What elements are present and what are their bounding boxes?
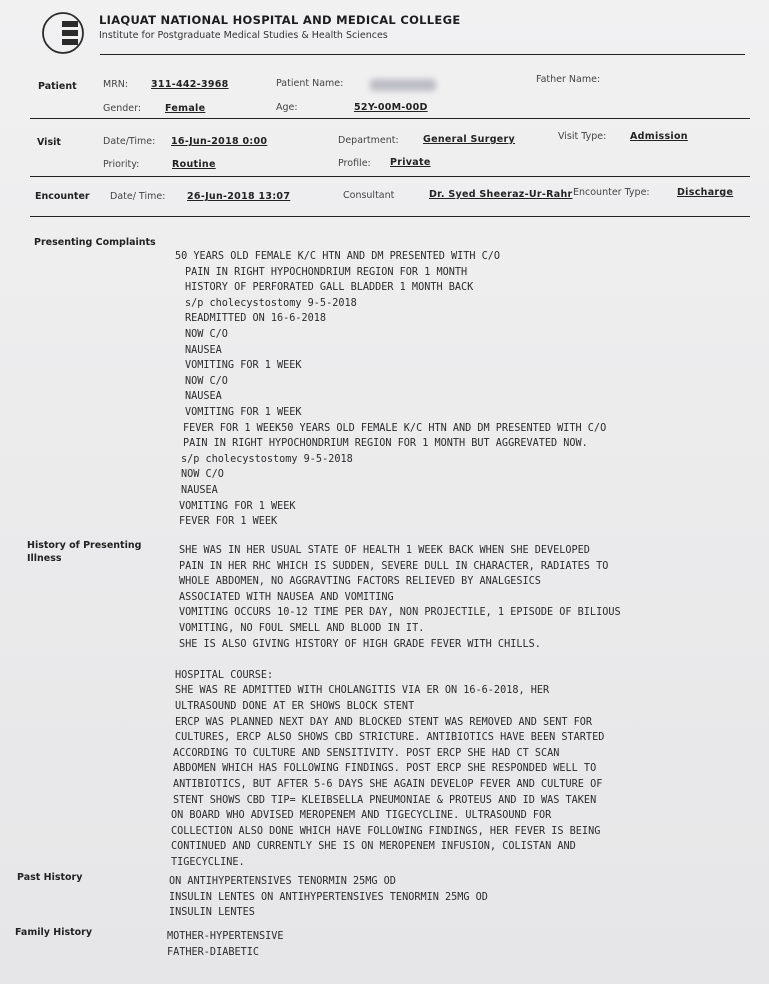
text-line: SHE WAS IN HER USUAL STATE OF HEALTH 1 WEEK BACK WHEN SHE DEVELOPED (179, 545, 590, 556)
text-line: s/p cholecystostomy 9-5-2018 (185, 297, 357, 309)
visit-datetime-label: Date/Time: (103, 136, 156, 147)
text-line: NAUSEA (181, 484, 218, 496)
visit-section-label: Visit (37, 137, 61, 148)
presenting-complaints-label: Presenting Complaints (34, 237, 156, 248)
age-value: 52Y-00M-00D (354, 102, 428, 113)
hpi-label-line1: History of Presenting (27, 540, 142, 551)
visit-divider (30, 176, 750, 177)
text-line: HISTORY OF PERFORATED GALL BLADDER 1 MONTH BACK (185, 282, 474, 294)
text-line: VOMITING FOR 1 WEEK (185, 406, 302, 418)
father-name-label: Father Name: (536, 74, 601, 85)
text-line: ASSOCIATED WITH NAUSEA AND VOMITING (179, 591, 394, 603)
text-line: ANTIBIOTICS, BUT AFTER 5-6 DAYS SHE AGAIN DEVELOP FEVER AND CULTURE OF (173, 778, 603, 790)
text-line: VOMITING, NO FOUL SMELL AND BLOOD IN IT. (179, 622, 425, 634)
patient-name-redacted (370, 79, 436, 91)
visit-type-label: Visit Type: (558, 131, 607, 142)
text-line: INSULIN LENTES ON ANTIHYPERTENSIVES TENORMIN 25MG OD (169, 891, 488, 903)
encounter-section-label: Encounter (35, 191, 90, 202)
priority-value: Routine (172, 159, 216, 170)
past-history-label: Past History (17, 872, 83, 883)
visit-type-value: Admission (630, 131, 688, 142)
text-line: VOMITING FOR 1 WEEK (179, 500, 296, 512)
encounter-divider (30, 216, 750, 217)
text-line: VOMITING OCCURS 10-12 TIME PER DAY, NON PROJECTILE, 1 EPISODE OF BILIOUS (179, 607, 621, 619)
gender-label: Gender: (103, 103, 142, 114)
text-line: ON BOARD WHO ADVISED MEROPENEM AND TIGECYCLINE. ULTRASOUND FOR (171, 810, 552, 822)
text-line: PAIN IN RIGHT HYPOCHONDRIUM REGION FOR 1 MONTH BUT AGGREVATED NOW. (183, 438, 588, 450)
text-line: WHOLE ABDOMEN, NO AGGRAVTING FACTORS RELIEVED BY ANALGESICS (179, 576, 541, 588)
hpi-text (171, 543, 621, 870)
text-line: NAUSEA (185, 344, 222, 356)
mrn-value: 311-442-3968 (151, 79, 229, 90)
text-line: FATHER-DIABETIC (167, 946, 260, 958)
text-line: FEVER FOR 1 WEEK50 YEARS OLD FEMALE K/C HTN AND DM PRESENTED WITH C/O (183, 422, 607, 434)
presenting-complaints-text (175, 249, 606, 530)
patient-section-label: Patient (38, 81, 77, 92)
text-line: INSULIN LENTES (169, 907, 255, 919)
gender-value: Female (165, 103, 206, 114)
text-line: ON ANTIHYPERTENSIVES TENORMIN 25MG OD (169, 876, 396, 887)
hpi-label-line2: Illness (27, 553, 62, 564)
mrn-label: MRN: (103, 79, 129, 90)
text-line: NOW C/O (185, 375, 228, 387)
text-line: ULTRASOUND DONE AT ER SHOWS BLOCK STENT (175, 700, 415, 712)
text-line: TIGECYCLINE. (171, 856, 245, 868)
text-line: STENT SHOWS CBD TIP= KLEIBSELLA PNEUMONIAE & PROTEUS AND ID WAS TAKEN (173, 794, 597, 806)
department-label: Department: (338, 135, 399, 146)
encounter-datetime-value: 26-Jun-2018 13:07 (187, 191, 291, 202)
text-line: READMITTED ON 16-6-2018 (185, 313, 327, 325)
text-line: NOW C/O (181, 469, 224, 481)
text-line: NAUSEA (185, 391, 222, 403)
text-line: HOSPITAL COURSE: (175, 669, 274, 681)
text-line: CULTURES, ERCP ALSO SHOWS CBD STRICTURE. ANTIBIOTICS HAVE BEEN STARTED (175, 732, 605, 744)
text-line (179, 652, 621, 668)
hospital-subtitle: Institute for Postgraduate Medical Studies & Health Sciences (99, 30, 388, 41)
text-line: PAIN IN RIGHT HYPOCHONDRIUM REGION FOR 1 MONTH (185, 266, 468, 278)
text-line: PAIN IN HER RHC WHICH IS SUDDEN, SEVERE DULL IN CHARACTER, RADIATES TO (179, 560, 609, 572)
text-line: CONTINUED AND CURRENTLY SHE IS ON MEROPENEM INFUSION, COLISTAN AND (171, 841, 576, 853)
encounter-type-label: Encounter Type: (573, 187, 650, 198)
text-line: SHE WAS RE ADMITTED WITH CHOLANGITIS VIA ER ON 16-6-2018, HER (175, 685, 550, 697)
header-divider (100, 54, 745, 55)
encounter-datetime-label: Date/ Time: (110, 191, 166, 202)
text-line: 50 YEARS OLD FEMALE K/C HTN AND DM PRESENTED WITH C/O (175, 251, 501, 262)
text-line: ERCP WAS PLANNED NEXT DAY AND BLOCKED STENT WAS REMOVED AND SENT FOR (175, 716, 593, 728)
patient-divider (30, 118, 750, 119)
department-value: General Surgery (423, 134, 516, 145)
consultant-value: Dr. Syed Sheeraz-Ur-Rahr (429, 189, 573, 200)
profile-label: Profile: (338, 158, 371, 169)
hospital-name: LIAQUAT NATIONAL HOSPITAL AND MEDICAL COLLEGE (99, 13, 461, 27)
consultant-label: Consultant (343, 190, 395, 201)
text-line: FEVER FOR 1 WEEK (179, 516, 278, 528)
visit-datetime-value: 16-Jun-2018 0:00 (171, 136, 268, 147)
hpi-label (27, 539, 141, 565)
age-label: Age: (276, 102, 298, 113)
text-line: NOW C/O (185, 328, 228, 340)
text-line: ACCORDING TO CULTURE AND SENSITIVITY. POST ERCP SHE HAD CT SCAN (173, 747, 560, 759)
text-line: s/p cholecystostomy 9-5-2018 (181, 453, 353, 465)
family-history-text (167, 929, 284, 960)
text-line: ABDOMEN WHICH HAS FOLLOWING FINDINGS. POST ERCP SHE RESPONDED WELL TO (173, 763, 597, 775)
text-line: MOTHER-HYPERTENSIVE (167, 931, 284, 942)
text-line: VOMITING FOR 1 WEEK (185, 360, 302, 372)
patient-name-label: Patient Name: (276, 78, 344, 89)
profile-value: Private (390, 157, 431, 168)
encounter-type-value: Discharge (677, 187, 734, 198)
family-history-label: Family History (15, 927, 93, 938)
text-line: COLLECTION ALSO DONE WHICH HAVE FOLLOWING FINDINGS, HER FEVER IS BEING (171, 825, 601, 837)
priority-label: Priority: (103, 159, 140, 170)
hospital-logo-icon (41, 11, 85, 55)
past-history-text (169, 874, 488, 921)
text-line: SHE IS ALSO GIVING HISTORY OF HIGH GRADE FEVER WITH CHILLS. (179, 638, 541, 650)
